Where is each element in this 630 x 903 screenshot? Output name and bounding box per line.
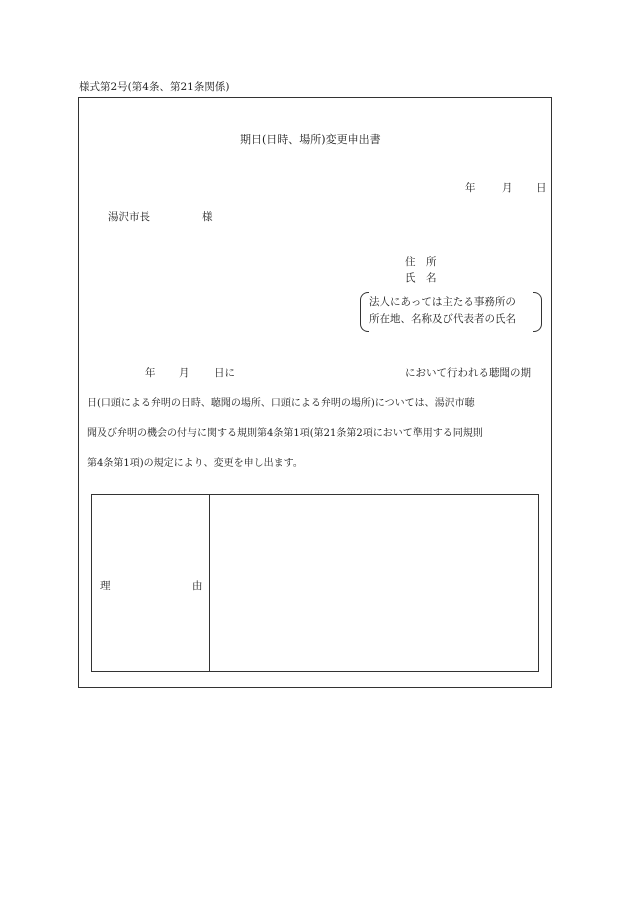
reason-input-area[interactable]	[211, 495, 537, 670]
body-line2: 日(口頭による弁明の日時、聴聞の場所、口頭による弁明の場所)については、湯沢市聴	[87, 398, 475, 409]
corporation-note	[360, 292, 542, 332]
address-label: 住 所	[405, 256, 437, 268]
body-day: 日に	[214, 367, 235, 379]
body-line4: 第4条第1項)の規定により、変更を申し出ます。	[87, 458, 303, 469]
date-month: 月	[502, 182, 513, 194]
date-year: 年	[465, 182, 476, 194]
body-year: 年	[145, 367, 156, 379]
reason-label-right: 由	[192, 580, 203, 592]
reason-table	[91, 494, 539, 672]
addressee-honorific: 様	[202, 211, 213, 223]
corp-note-line1: 法人にあっては主たる事務所の	[369, 296, 516, 308]
body-line3: 聞及び弁明の機会の付与に関する規則第4条第1項(第21条第2項において準用する同規則	[87, 428, 483, 439]
reason-label-left: 理	[100, 580, 111, 592]
form-title: 期日(日時、場所)変更申出書	[240, 133, 381, 146]
form-label: 様式第2号(第4条、第21条関係)	[79, 81, 230, 93]
left-bracket	[360, 292, 369, 332]
reason-divider	[209, 495, 210, 671]
right-bracket	[533, 292, 542, 332]
date-day: 日	[536, 182, 547, 194]
addressee-name: 湯沢市長	[108, 211, 150, 223]
body-line1-end: において行われる聴聞の期	[405, 367, 531, 379]
body-month: 月	[179, 367, 190, 379]
name-label: 氏 名	[405, 272, 437, 284]
corp-note-line2: 所在地、名称及び代表者の氏名	[369, 313, 516, 325]
